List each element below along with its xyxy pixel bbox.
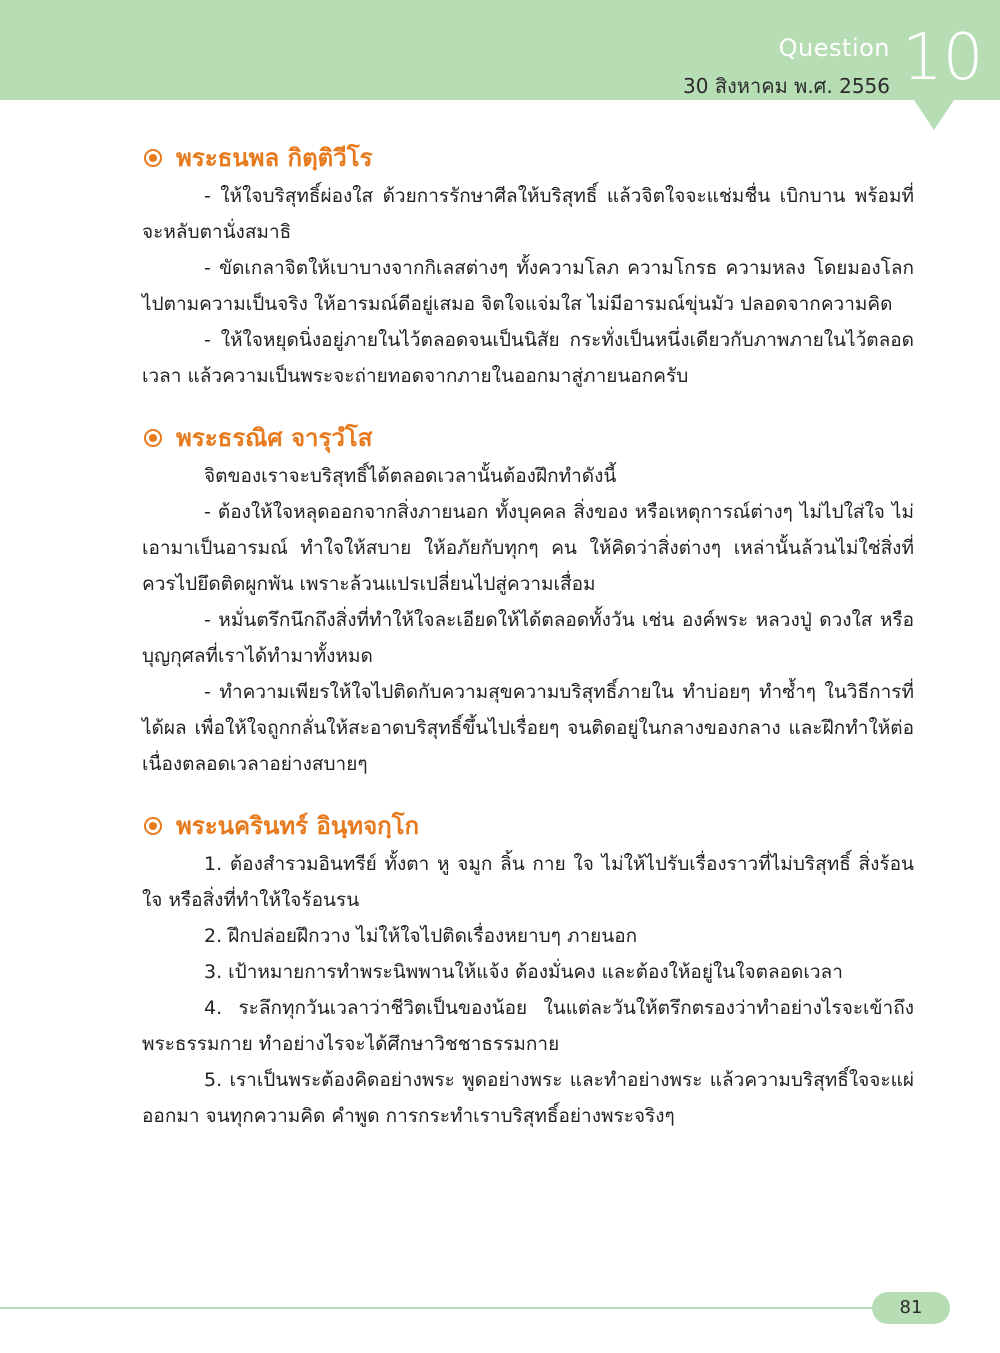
paragraph: - ต้องให้ใจหลุดออกจากสิ่งภายนอก ทั้งบุคคล สิ่งของ หรือเหตุการณ์ต่างๆ ไม่ไปใส่ใจ ไม่เอามาเป็นอารมณ์ ทำใจให้สบาย ให้อภัยกับทุกๆ คน ให้คิดว่าสิ่งต่างๆ เหล่านั้นล้วนไม่ใช่สิ่งที่ควรไปยึดติดผูกพัน เพราะล้วนแปรเปลี่ยนไปสู่ความเสื่อม: [142, 501, 914, 595]
section-2: [142, 418, 914, 782]
page-number: 81: [872, 1292, 950, 1324]
list-item: 3. เป้าหมายการทำพระนิพพานให้แจ้ง ต้องมั่นคง และต้องให้อยู่ในใจตลอดเวลา: [204, 961, 843, 983]
paragraph: - ขัดเกลาจิตให้เบาบางจากกิเลสต่างๆ ทั้งความโลภ ความโกรธ ความหลง โดยมองโลกไปตามความเป็นจริง ให้อารมณ์ดีอยู่เสมอ จิตใจแจ่มใส ไม่มีอารมณ์ขุ่นมัว ปลอดจากความคิด: [142, 257, 914, 315]
paragraph: - หมั่นตรึกนึกถึงสิ่งที่ทำให้ใจละเอียดให้ได้ตลอดทั้งวัน เช่น องค์พระ หลวงปู่ ดวงใส หรือบุญกุศลที่เราได้ทำมาทั้งหมด: [142, 609, 914, 667]
section-1: [142, 138, 914, 394]
list-item: 4. ระลึกทุกวันเวลาว่าชีวิตเป็นของน้อย ในแต่ละวันให้ตรึกตรองว่าทำอย่างไรจะเข้าถึงพระธรรมกาย ทำอย่างไรจะได้ศึกษาวิชชาธรรมกาย: [142, 997, 914, 1055]
paragraph: - ให้ใจบริสุทธิ์ผ่องใส ด้วยการรักษาศีลให้บริสุทธิ์ แล้วจิตใจจะแช่มชื่น เบิกบาน พร้อมที่จะหลับตานั่งสมาธิ: [142, 185, 914, 243]
paragraph: - ทำความเพียรให้ใจไปติดกับความสุขความบริสุทธิ์ภายใน ทำบ่อยๆ ทำซ้ำๆ ในวิธีการที่ได้ผล เพื่อให้ใจถูกกลั่นให้สะอาดบริสุทธิ์ขึ้นไปเรื่อยๆ จนติดอยู่ในกลางของกลาง และฝึกทำให้ต่อเนื่องตลอดเวลาอย่างสบายๆ: [142, 681, 914, 775]
paragraph: จิตของเราจะบริสุทธิ์ได้ตลอดเวลานั้นต้องฝึกทำดังนี้: [204, 465, 617, 487]
question-label: Question: [778, 34, 890, 62]
section-heading: [142, 806, 914, 846]
question-date: 30 สิงหาคม พ.ศ. 2556: [683, 74, 890, 98]
section-title: พระนครินทร์ อินฺทจกฺโก: [176, 812, 420, 840]
bullet-icon: [144, 149, 162, 167]
bullet-icon: [144, 817, 162, 835]
section-3: [142, 806, 914, 1134]
section-title: พระธนพล กิตฺติวีโร: [176, 144, 373, 172]
list-item: 5. เราเป็นพระต้องคิดอย่างพระ พูดอย่างพระ และทำอย่างพระ แล้วความบริสุทธิ์ใจจะแผ่ออกมา จนทุกความคิด คำพูด การกระทำเราบริสุทธิ์อย่างพระจริงๆ: [142, 1069, 914, 1127]
question-number: 10: [902, 21, 984, 95]
footer-divider: [0, 1307, 880, 1309]
paragraph: - ให้ใจหยุดนิ่งอยู่ภายในไว้ตลอดจนเป็นนิสัย กระทั่งเป็นหนึ่งเดียวกับภาพภายในไว้ตลอดเวลา แล้วความเป็นพระจะถ่ายทอดจากภายในออกมาสู่ภายนอกครับ: [142, 329, 914, 387]
list-item: 2. ฝึกปล่อยฝึกวาง ไม่ให้ใจไปติดเรื่องหยาบๆ ภายนอก: [204, 925, 638, 947]
section-heading: [142, 418, 914, 458]
header-pointer: [914, 100, 954, 130]
section-title: พระธรณิศ จารุวํโส: [176, 424, 373, 452]
list-item: 1. ต้องสำรวมอินทรีย์ ทั้งตา หู จมูก ลิ้น กาย ใจ ไม่ให้ไปรับเรื่องราวที่ไม่บริสุทธิ์ สิ่งร้อนใจ หรือสิ่งที่ทำให้ใจร้อนรน: [142, 853, 914, 911]
article-body: [142, 138, 914, 1158]
section-heading: [142, 138, 914, 178]
bullet-icon: [144, 429, 162, 447]
